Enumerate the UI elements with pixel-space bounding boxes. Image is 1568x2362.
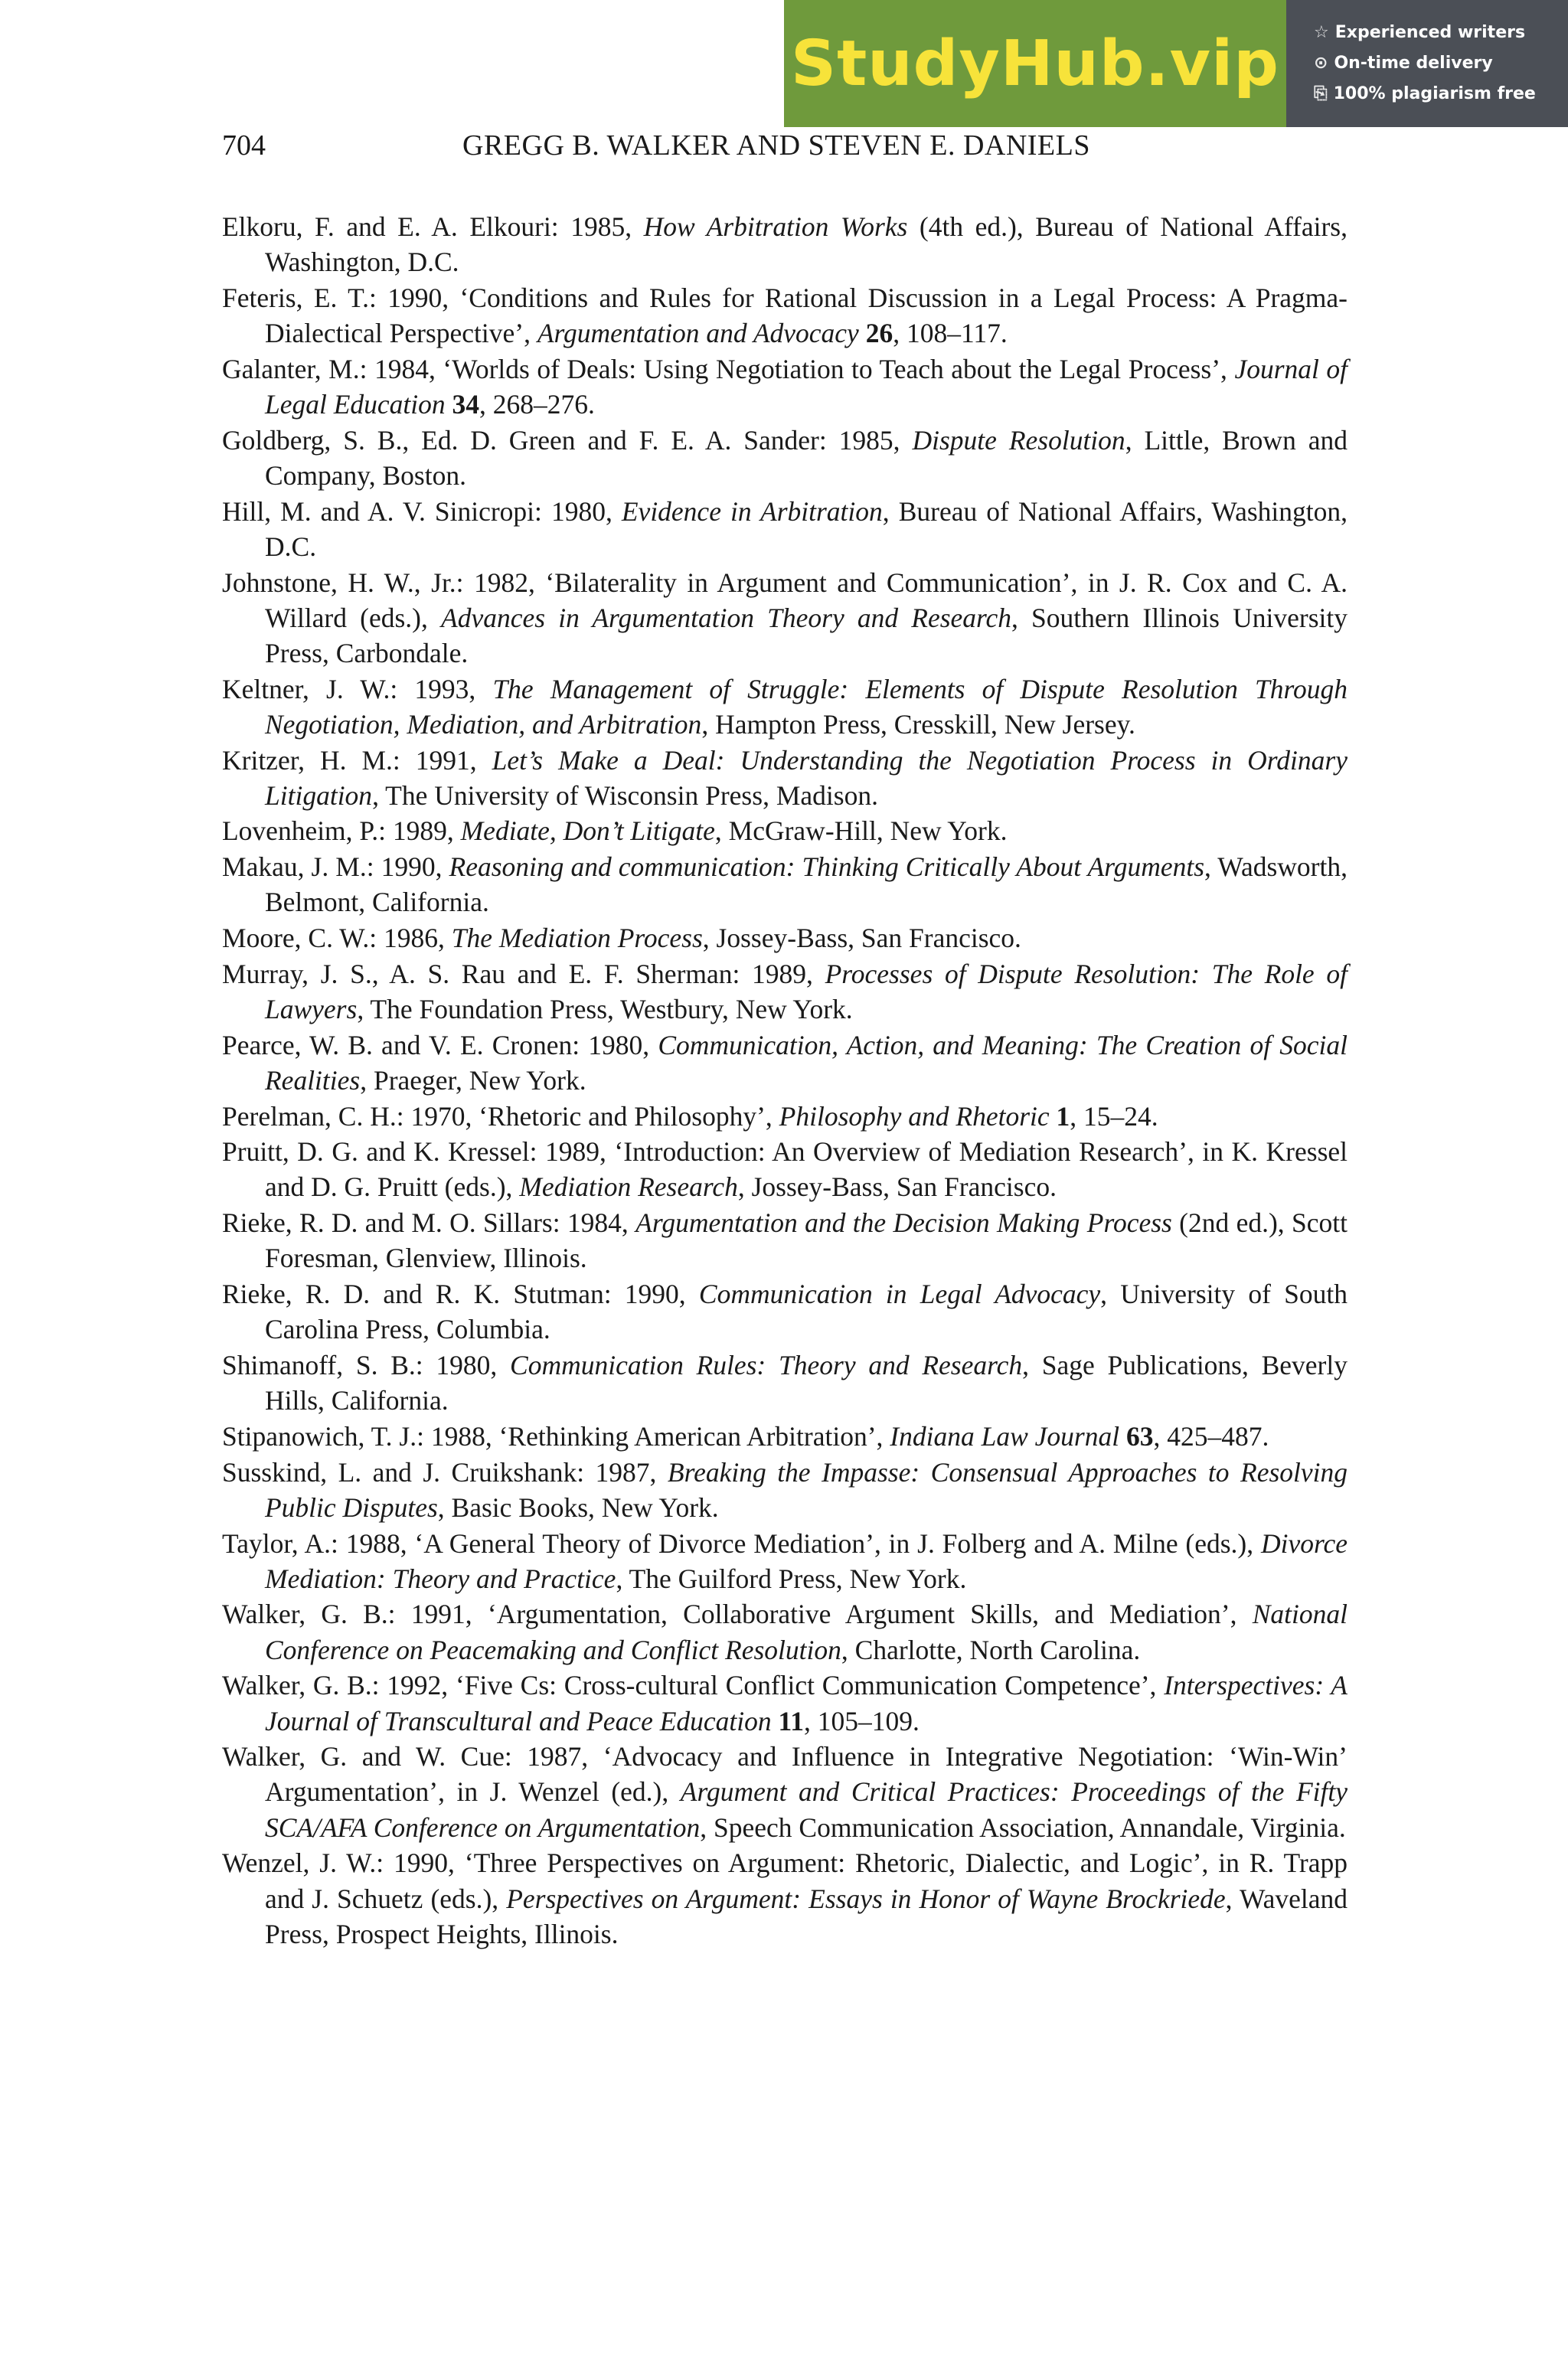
- reference-title: Communication in Legal Advocacy: [698, 1279, 1101, 1310]
- feature-item: [1314, 79, 1568, 109]
- reference-text: Johnstone, H. W., Jr.: 1982, ‘Bilaterality in Argument and Communication’, in J. R. Cox and C. A. Willard (eds.),: [222, 567, 1348, 633]
- reference-text: Walker, G. B.: 1991, ‘Argumentation, Collaborative Argument Skills, and Mediation’,: [222, 1599, 1253, 1630]
- reference-title: Divorce Mediation: Theory and Practice: [265, 1527, 1348, 1594]
- reference-entry: [222, 1419, 1348, 1454]
- reference-text: Galanter, M.: 1984, ‘Worlds of Deals: Using Negotiation to Teach about the Legal Process’,: [222, 353, 1235, 384]
- reference-text: [1119, 1421, 1126, 1452]
- reference-list: [222, 209, 1348, 1952]
- reference-title: The Mediation Process: [451, 923, 703, 954]
- reference-text: Hill, M. and A. V. Sinicropi: 1980,: [222, 495, 622, 527]
- reference-entry: [222, 1348, 1348, 1418]
- reference-text: [1050, 1101, 1057, 1132]
- reference-text: Feteris, E. T.: 1990, ‘Conditions and Rules for Rational Discussion in a Legal Process: A Pragma-Dialectical Perspective’,: [222, 282, 1348, 349]
- reference-text: Wenzel, J. W.: 1990, ‘Three Perspectives on Argument: Rhetoric, Dialectic, and Logic’, in R. Trapp and J. Schuetz (eds.),: [222, 1847, 1348, 1914]
- reference-title: Interspectives: A Journal of Transcultural and Peace Education: [265, 1670, 1348, 1736]
- reference-entry: [222, 671, 1348, 742]
- reference-entry: [222, 1099, 1348, 1134]
- star-icon: ☆: [1314, 23, 1329, 42]
- reference-text: Kritzer, H. M.: 1991,: [222, 744, 492, 776]
- reference-text: Susskind, L. and J. Cruikshank: 1987,: [222, 1456, 668, 1488]
- features-block: [1286, 0, 1568, 127]
- reference-title: Communication Rules: Theory and Research: [510, 1350, 1023, 1380]
- reference-text: , McGraw-Hill, New York.: [714, 815, 1008, 847]
- reference-text: , 15–24.: [1070, 1100, 1158, 1132]
- copy-icon: ⎘: [1314, 84, 1328, 103]
- reference-entry: [222, 849, 1348, 920]
- reference-text: (4th ed.), Bureau of National Affairs, Washington, D.C.: [265, 211, 1348, 278]
- reference-entry: [222, 1205, 1348, 1276]
- reference-entry: [222, 1455, 1348, 1525]
- reference-title: Processes of Dispute Resolution: The Role of Lawyers: [265, 958, 1348, 1024]
- reference-text: Elkoru, F. and E. A. Elkouri: 1985,: [222, 211, 644, 242]
- feature-label: Experienced writers: [1334, 23, 1526, 42]
- reference-text: [446, 389, 452, 420]
- reference-text: , Bureau of National Affairs, Washington, D.C.: [265, 495, 1348, 562]
- reference-title: Indiana Law Journal: [890, 1420, 1120, 1452]
- reference-title: Reasoning and communication: Thinking Critically About Arguments: [449, 851, 1205, 883]
- reference-text: Rieke, R. D. and M. O. Sillars: 1984,: [222, 1207, 636, 1239]
- reference-text: Rieke, R. D. and R. K. Stutman: 1990,: [222, 1279, 699, 1310]
- reference-text: , Wadsworth, Belmont, California.: [265, 851, 1348, 918]
- running-head: [222, 129, 1355, 175]
- reference-entry: [222, 565, 1348, 671]
- reference-text: Keltner, J. W.: 1993,: [222, 673, 493, 704]
- reference-text: Goldberg, S. B., Ed. D. Green and F. E. A. Sander: 1985,: [222, 424, 913, 456]
- reference-text: Taylor, A.: 1988, ‘A General Theory of Divorce Mediation’, in J. Folberg and A. Milne (eds.),: [222, 1527, 1261, 1559]
- reference-text: Moore, C. W.: 1986,: [222, 923, 452, 954]
- reference-title: Argument and Critical Practices: Proceedings of the Fifty SCA/AFA Conference on Argumentation: [265, 1776, 1348, 1843]
- reference-volume: 34: [452, 389, 480, 420]
- reference-entry: [222, 351, 1348, 422]
- reference-text: , Jossey-Bass, San Francisco.: [737, 1171, 1057, 1203]
- reference-text: Makau, J. M.: 1990,: [222, 851, 449, 883]
- reference-text: , 108–117.: [893, 318, 1008, 349]
- reference-text: , The University of Wisconsin Press, Madison.: [372, 779, 878, 811]
- reference-entry: [222, 494, 1348, 564]
- reference-text: , The Guilford Press, New York.: [616, 1563, 967, 1594]
- reference-title: Philosophy and Rhetoric: [779, 1100, 1050, 1132]
- reference-entry: [222, 209, 1348, 279]
- reference-text: Shimanoff, S. B.: 1980,: [222, 1350, 511, 1380]
- reference-title: Argumentation and Advocacy: [537, 318, 859, 349]
- reference-entry: [222, 1668, 1348, 1738]
- reference-text: Pearce, W. B. and V. E. Cronen: 1980,: [222, 1029, 658, 1060]
- reference-entry: [222, 743, 1348, 813]
- reference-entry: [222, 1739, 1348, 1845]
- reference-entry: [222, 956, 1348, 1027]
- page-number: 704: [222, 129, 266, 162]
- reference-title: Advances in Argumentation Theory and Research: [441, 602, 1012, 633]
- reference-entry: [222, 920, 1348, 956]
- brand-block[interactable]: [784, 0, 1286, 127]
- reference-text: , Southern Illinois University Press, Carbondale.: [265, 602, 1348, 668]
- reference-text: , Charlotte, North Carolina.: [841, 1634, 1141, 1665]
- reference-volume: 11: [778, 1705, 805, 1736]
- reference-title: Let’s Make a Deal: Understanding the Negotiation Process in Ordinary Litigation: [265, 744, 1348, 811]
- reference-entry: [222, 1134, 1348, 1204]
- brand-logo[interactable]: StudyHub.vip: [791, 27, 1279, 100]
- reference-text: , Praeger, New York.: [360, 1064, 586, 1096]
- reference-text: , Jossey-Bass, San Francisco.: [702, 923, 1021, 954]
- feature-label: 100% plagiarism free: [1333, 84, 1536, 103]
- reference-text: (2nd ed.), Scott Foresman, Glenview, Illinois.: [265, 1207, 1348, 1274]
- reference-title: Breaking the Impasse: Consensual Approaches to Resolving Public Disputes: [265, 1456, 1348, 1523]
- reference-text: , University of South Carolina Press, Columbia.: [265, 1279, 1348, 1345]
- reference-text: Pruitt, D. G. and K. Kressel: 1989, ‘Introduction: An Overview of Mediation Research’, in K. Kressel and D. G. Pruitt (eds.),: [222, 1136, 1348, 1203]
- reference-text: Walker, G. B.: 1992, ‘Five Cs: Cross-cultural Conflict Communication Competence’,: [222, 1670, 1165, 1701]
- reference-text: , Little, Brown and Company, Boston.: [265, 424, 1348, 491]
- reference-text: Walker, G. and W. Cue: 1987, ‘Advocacy and Influence in Integrative Negotiation: ‘Win-Win’ Argumentation’, in J. Wenzel (ed.),: [222, 1741, 1348, 1808]
- reference-title: National Conference on Peacemaking and Conflict Resolution: [265, 1599, 1348, 1665]
- feature-item: [1314, 48, 1568, 79]
- reference-title: How Arbitration Works: [643, 211, 908, 242]
- reference-title: Dispute Resolution: [912, 424, 1125, 456]
- reference-text: [859, 318, 866, 348]
- reference-entry: [222, 1596, 1348, 1667]
- reference-text: [772, 1706, 779, 1736]
- reference-text: , The Foundation Press, Westbury, New York.: [357, 993, 853, 1024]
- reference-text: , 268–276.: [479, 389, 595, 420]
- reference-text: Lovenheim, P.: 1989,: [222, 815, 461, 847]
- clock-icon: ⊙: [1314, 54, 1328, 73]
- feature-label: On-time delivery: [1334, 54, 1493, 73]
- reference-title: Mediation Research: [519, 1171, 738, 1203]
- reference-volume: 1: [1056, 1100, 1070, 1132]
- reference-entry: [222, 280, 1348, 351]
- reference-title: Perspectives on Argument: Essays in Honor of Wayne Brockriede: [506, 1883, 1226, 1914]
- reference-text: , 105–109.: [804, 1705, 920, 1736]
- reference-text: Perelman, C. H.: 1970, ‘Rhetoric and Philosophy’,: [222, 1100, 779, 1132]
- reference-entry: [222, 813, 1348, 848]
- reference-text: , Speech Communication Association, Annandale, Virginia.: [700, 1812, 1346, 1843]
- reference-entry: [222, 1845, 1348, 1952]
- reference-entry: [222, 1526, 1348, 1596]
- reference-title: Evidence in Arbitration: [621, 495, 883, 527]
- reference-title: Argumentation and the Decision Making Process: [635, 1207, 1172, 1239]
- reference-text: , Waveland Press, Prospect Heights, Illinois.: [265, 1883, 1348, 1949]
- reference-volume: 63: [1125, 1420, 1154, 1452]
- reference-text: , Basic Books, New York.: [437, 1491, 719, 1523]
- reference-title: Communication, Action, and Meaning: The Creation of Social Realities: [265, 1029, 1348, 1096]
- reference-entry: [222, 1276, 1348, 1347]
- reference-title: Journal of Legal Education: [265, 353, 1348, 420]
- reference-entry: [222, 423, 1348, 493]
- feature-item: [1314, 18, 1568, 48]
- reference-text: Murray, J. S., A. S. Rau and E. F. Sherman: 1989,: [222, 958, 825, 989]
- running-head-authors: GREGG B. WALKER AND STEVEN E. DANIELS: [462, 129, 1090, 162]
- promo-banner[interactable]: [784, 0, 1568, 127]
- reference-volume: 26: [865, 318, 893, 349]
- reference-title: The Management of Struggle: Elements of Dispute Resolution Through Negotiation, Mediation, and Arbitration: [265, 673, 1348, 740]
- reference-entry: [222, 1027, 1348, 1098]
- reference-text: Stipanowich, T. J.: 1988, ‘Rethinking American Arbitration’,: [222, 1420, 890, 1452]
- reference-text: , Hampton Press, Cresskill, New Jersey.: [701, 708, 1135, 740]
- reference-text: , Sage Publications, Beverly Hills, California.: [265, 1350, 1348, 1416]
- reference-text: , 425–487.: [1153, 1420, 1269, 1452]
- reference-title: Mediate, Don’t Litigate: [460, 815, 715, 847]
